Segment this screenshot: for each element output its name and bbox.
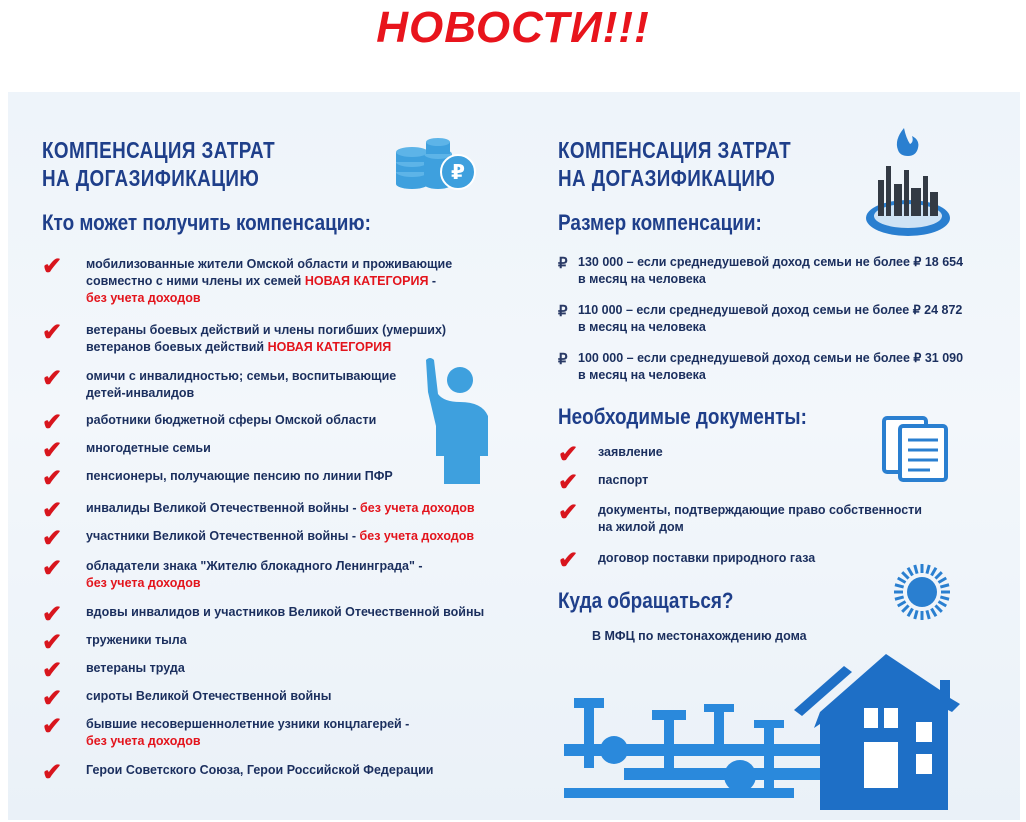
- list-item-line: детей-инвалидов: [86, 386, 195, 400]
- right-title-line2: НА ДОГАЗИФИКАЦИЮ: [558, 165, 776, 191]
- amount-text: 110 000 – если среднедушевой доход семьи не более ₽ 24 872 в месяц на человека: [578, 303, 963, 334]
- sun-ray: [908, 568, 913, 576]
- checkmark-icon: ✔: [42, 555, 63, 582]
- documents-icon: [880, 414, 952, 484]
- list-item-text: [86, 762, 433, 779]
- checkmark-icon: ✔: [558, 547, 579, 574]
- sun-ray: [902, 572, 908, 578]
- amount-title: Размер компенсации:: [558, 210, 762, 235]
- house-pipeline-icon: [564, 638, 1000, 814]
- checkmark-icon: ✔: [42, 465, 63, 492]
- list-item-line: многодетные семьи: [86, 441, 211, 455]
- sun-ray: [895, 585, 904, 587]
- list-item-line: Герои Советского Союза, Герои Российской Федерации: [86, 763, 434, 777]
- ruble-icon: ₽: [558, 255, 568, 272]
- where-text: В МФЦ по местонахождению дома: [592, 629, 807, 643]
- left-title: [42, 136, 275, 192]
- left-subtitle: Кто может получить компенсацию:: [42, 210, 371, 235]
- ruble-icon: ₽: [558, 351, 568, 368]
- sun-ray: [940, 597, 949, 599]
- list-item-line: ветераны труда: [86, 661, 185, 675]
- list-item-text: [86, 716, 409, 750]
- sun-ray: [898, 578, 906, 583]
- red-note: без учета доходов: [86, 291, 201, 305]
- list-item-text: [86, 660, 185, 677]
- list-item-line: пенсионеры, получающие пенсию по линии ПФР: [86, 469, 393, 483]
- list-item-text: [86, 440, 211, 457]
- left-title-line2: НА ДОГАЗИФИКАЦИЮ: [42, 165, 260, 191]
- list-item-text: [86, 688, 331, 705]
- list-item-text: [86, 322, 446, 356]
- list-item-text: [86, 468, 393, 485]
- left-title-line1: КОМПЕНСАЦИЯ ЗАТРАТ: [42, 137, 276, 163]
- checkmark-icon: ✔: [42, 685, 63, 712]
- right-title: [558, 136, 791, 192]
- list-item-line: работники бюджетной сферы Омской области: [86, 413, 377, 427]
- checkmark-icon: ✔: [42, 657, 63, 684]
- checkmark-icon: ✔: [42, 365, 63, 392]
- sun-ray: [908, 608, 913, 616]
- document-text: заявление: [598, 445, 663, 459]
- checkmark-icon: ✔: [42, 409, 63, 436]
- red-note: НОВАЯ КАТЕГОРИЯ: [267, 340, 392, 354]
- red-note: НОВАЯ КАТЕГОРИЯ: [304, 274, 429, 288]
- sun-ray: [915, 565, 917, 574]
- sun-ray: [902, 605, 908, 611]
- checkmark-icon: ✔: [42, 759, 63, 786]
- ruble-icon: ₽: [558, 303, 568, 320]
- sun-ray: [935, 605, 941, 611]
- list-item-line: бывшие несовершеннолетние узники концлагерей -: [86, 717, 410, 731]
- amount-text: 130 000 – если среднедушевой доход семьи не более ₽ 18 654 в месяц на человека: [578, 255, 964, 286]
- checkmark-icon: ✔: [42, 253, 63, 280]
- list-item-text: [86, 558, 423, 592]
- coins-ruble-icon: [394, 136, 480, 192]
- list-item-text: [86, 632, 187, 649]
- red-note: без учета доходов: [360, 501, 475, 515]
- checkmark-icon: ✔: [42, 525, 63, 552]
- sun-icon: [892, 562, 952, 622]
- list-item-line: вдовы инвалидов и участников Великой Отечественной войны: [86, 605, 485, 619]
- checkmark-icon: ✔: [558, 469, 579, 496]
- red-note: без учета доходов: [86, 734, 201, 748]
- page-headline: НОВОСТИ!!!: [376, 3, 650, 52]
- list-item-line: инвалиды Великой Отечественной войны - без учета доходов: [86, 501, 475, 515]
- checkmark-icon: ✔: [42, 497, 63, 524]
- list-item-line: совместно с ними члены их семей НОВАЯ КАТЕГОРИЯ -: [86, 274, 437, 288]
- sun-ray: [915, 610, 917, 619]
- red-note: без учета доходов: [86, 576, 201, 590]
- sun-ray: [932, 608, 937, 616]
- svg-text:₽: ₽: [451, 160, 465, 184]
- list-item-line: ветераны боевых действий и члены погибших (умерших): [86, 323, 447, 337]
- list-item-line: обладатели знака "Жителю блокадного Ленинграда" -: [86, 559, 423, 573]
- red-note: без учета доходов: [359, 529, 475, 543]
- list-item-line: ветеранов боевых действий НОВАЯ КАТЕГОРИЯ: [86, 340, 392, 354]
- list-item-line: омичи с инвалидностью; семьи, воспитывающие: [86, 369, 397, 383]
- sun-ray: [895, 597, 904, 599]
- sun-ray: [938, 602, 946, 607]
- checkmark-icon: ✔: [42, 629, 63, 656]
- checkmark-icon: ✔: [42, 601, 63, 628]
- sun-ray: [927, 565, 929, 574]
- sun-ray: [898, 602, 906, 607]
- checkmark-icon: ✔: [42, 437, 63, 464]
- gas-flame-city-icon: [864, 122, 952, 242]
- document-text: документы, подтверждающие право собственности на жилой дом: [598, 503, 922, 534]
- sun-ray: [927, 610, 929, 619]
- list-item-text: [86, 500, 475, 517]
- list-item-line: участники Великой Отечественной войны - без учета доходов: [86, 529, 475, 543]
- list-item-text: [86, 604, 484, 621]
- right-title-line1: КОМПЕНСАЦИЯ ЗАТРАТ: [558, 137, 792, 163]
- person-raising-hand-icon: [416, 354, 496, 484]
- checkmark-icon: ✔: [558, 441, 579, 468]
- amount-text: 100 000 – если среднедушевой доход семьи не более ₽ 31 090 в месяц на человека: [578, 351, 964, 382]
- docs-title: Необходимые документы:: [558, 404, 807, 429]
- sun-ray: [940, 585, 949, 587]
- checkmark-icon: ✔: [42, 713, 63, 740]
- list-item-line: мобилизованные жители Омской области и проживающие: [86, 257, 453, 271]
- list-item-text: [86, 528, 474, 545]
- sun-ray: [932, 568, 937, 576]
- list-item-line: сироты Великой Отечественной войны: [86, 689, 332, 703]
- document-text: договор поставки природного газа: [598, 551, 816, 565]
- sun-ray: [938, 578, 946, 583]
- list-item-text: [86, 412, 376, 429]
- list-item-text: [86, 368, 396, 402]
- list-item-text: [86, 256, 452, 307]
- document-text: паспорт: [598, 473, 649, 487]
- infographic-poster: [8, 92, 1020, 820]
- checkmark-icon: ✔: [42, 319, 63, 346]
- sun-ray: [935, 572, 941, 578]
- checkmark-icon: ✔: [558, 499, 579, 526]
- where-title: Куда обращаться?: [558, 588, 734, 613]
- list-item-line: труженики тыла: [86, 633, 187, 647]
